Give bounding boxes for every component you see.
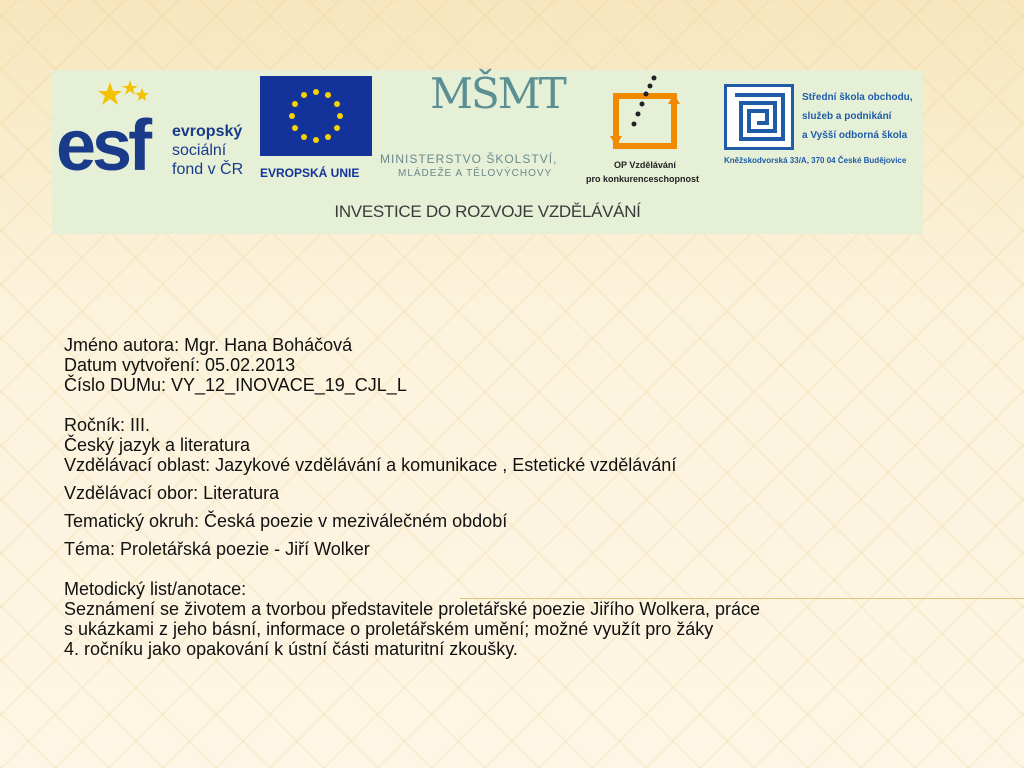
msmt-name: MINISTERSTVO ŠKOLSTVÍ, [380, 152, 558, 166]
logo-banner [52, 70, 923, 234]
year-line: Ročník: III. [64, 415, 151, 435]
msmt-subtitle: MLÁDEŽE A TĚLOVÝCHOVY [398, 168, 553, 179]
msmt-logo [380, 69, 580, 192]
eu-stars-icon [260, 76, 372, 156]
annotation-line-2: s ukázkami z jeho básní, informace o proletářském umění; možné využít pro žáky [64, 619, 714, 639]
esf-line-3: fond v ČR [172, 161, 244, 178]
school-line-3: a Vyšší odborná škola [802, 130, 908, 141]
school-address: Kněžskodvorská 33/A, 370 04 České Budějovice [724, 156, 907, 165]
banner-title: INVESTICE DO ROZVOJE VZDĚLÁVÁNÍ [334, 202, 641, 221]
dum-line: Číslo DUMu: VY_12_INOVACE_19_CJL_L [64, 375, 407, 395]
field-line: Vzdělávací obor: Literatura [64, 483, 280, 503]
created-line: Datum vytvoření: 05.02.2013 [64, 355, 296, 375]
op-mark-icon [582, 74, 712, 158]
eu-logo [260, 76, 376, 188]
spiral-icon [727, 87, 791, 147]
esf-line-1: evropský [172, 123, 243, 140]
msmt-mark: MŠMT [430, 69, 565, 118]
op-label-1: OP Vzdělávání [614, 160, 676, 170]
topic-line: Téma: Proletářská poezie - Jiří Wolker [64, 539, 370, 559]
annotation-heading: Metodický list/anotace: [64, 579, 247, 599]
esf-line-2: sociální [172, 142, 227, 159]
school-line-2: služeb a podnikání [802, 111, 892, 122]
esf-logo [56, 78, 252, 188]
divider-line [460, 598, 1024, 599]
annotation-line-3: 4. ročníku jako opakování k ústní části maturitní zkoušky. [64, 639, 518, 659]
theme-area-line: Tematický okruh: Česká poezie v meziválečném období [64, 511, 508, 531]
school-logo [724, 84, 920, 184]
op-logo [582, 74, 712, 194]
annotation-line-1: Seznámení se životem a tvorbou představitele proletářské poezie Jiřího Wolkera, práce [64, 599, 761, 619]
document-body [64, 335, 964, 659]
school-mark-icon [724, 84, 794, 150]
esf-text [172, 122, 243, 179]
esf-wordmark: esf [56, 106, 149, 186]
area-line: Vzdělávací oblast: Jazykové vzdělávání a komunikace , Estetické vzdělávání [64, 455, 677, 475]
eu-flag [260, 76, 372, 156]
school-line-1: Střední škola obchodu, [802, 92, 913, 103]
op-label-2: pro konkurenceschopnost [586, 174, 700, 184]
subject-line: Český jazyk a literatura [64, 435, 251, 455]
school-name [802, 88, 913, 145]
eu-label: EVROPSKÁ UNIE [260, 166, 360, 180]
author-line: Jméno autora: Mgr. Hana Boháčová [64, 335, 353, 355]
